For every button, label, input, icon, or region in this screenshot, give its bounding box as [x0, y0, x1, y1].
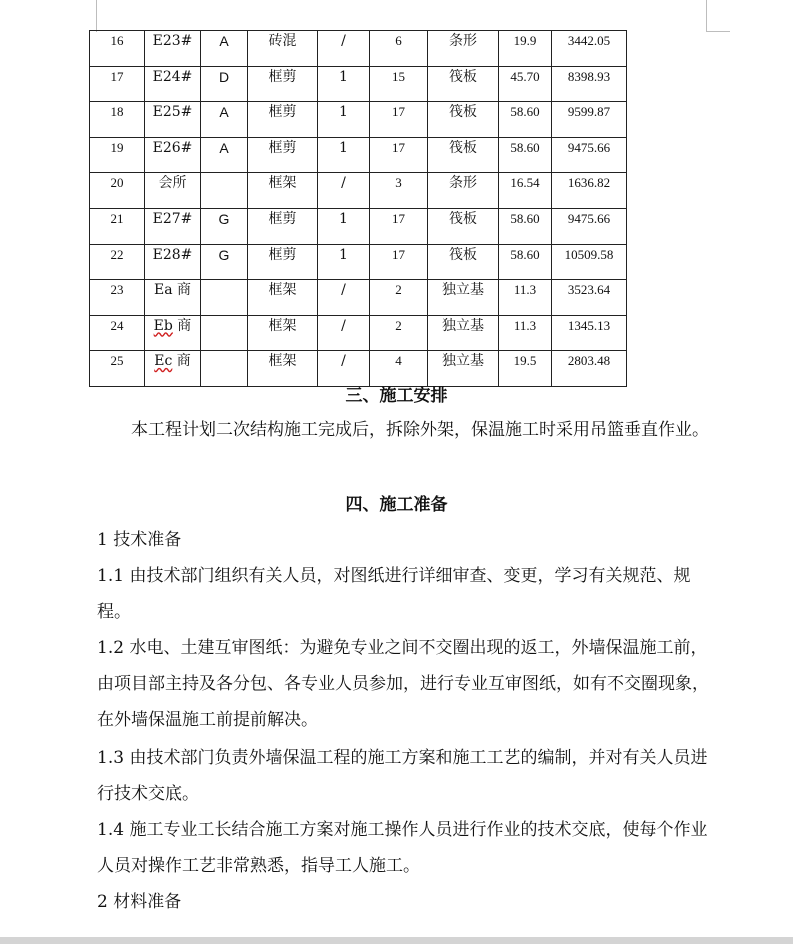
foundation-type-cell: 独立基 — [428, 315, 499, 351]
row-number-cell: 16 — [90, 31, 145, 67]
height-cell: 58.60 — [499, 137, 552, 173]
table-row — [90, 66, 627, 102]
table-row — [90, 137, 627, 173]
area-cell: 2803.48 — [552, 351, 627, 387]
area-cell: 1345.13 — [552, 315, 627, 351]
building-name-cell: Ea 商 — [145, 280, 201, 316]
structure-type-cell: 框架 — [248, 351, 318, 387]
table-row — [90, 102, 627, 138]
class-cell: D — [201, 66, 248, 102]
basement-floors-cell: / — [318, 280, 370, 316]
height-cell: 58.60 — [499, 208, 552, 244]
floors-cell: 4 — [370, 351, 428, 387]
row-number-cell: 23 — [90, 280, 145, 316]
table-row — [90, 173, 627, 209]
area-cell: 1636.82 — [552, 173, 627, 209]
foundation-type-cell: 筏板 — [428, 137, 499, 173]
page-gap — [0, 937, 793, 944]
paragraph-1-1: 1.1 由技术部门组织有关人员，对图纸进行详细审查、变更，学习有关规范、规程。 — [97, 566, 691, 622]
class-cell — [201, 315, 248, 351]
basement-floors-cell: / — [318, 173, 370, 209]
foundation-type-cell: 独立基 — [428, 280, 499, 316]
page-margin-mark-left — [96, 0, 97, 32]
building-name-cell: Ec 商 — [145, 351, 201, 387]
row-number-cell: 17 — [90, 66, 145, 102]
row-number-cell: 22 — [90, 244, 145, 280]
class-cell: A — [201, 137, 248, 173]
height-cell: 16.54 — [499, 173, 552, 209]
class-cell: G — [201, 244, 248, 280]
subheading-technical-prep: 1 技术准备 — [97, 530, 182, 550]
foundation-type-cell: 独立基 — [428, 351, 499, 387]
area-cell: 8398.93 — [552, 66, 627, 102]
table-row — [90, 280, 627, 316]
area-cell: 9475.66 — [552, 137, 627, 173]
area-cell: 3523.64 — [552, 280, 627, 316]
table-row — [90, 315, 627, 351]
basement-floors-cell: 1 — [318, 208, 370, 244]
table-row — [90, 31, 627, 67]
page-margin-mark-right-h — [706, 31, 730, 32]
basement-floors-cell: / — [318, 31, 370, 67]
area-cell: 9475.66 — [552, 208, 627, 244]
table-row — [90, 244, 627, 280]
paragraph-1-2: 1.2 水电、土建互审图纸：为避免专业之间不交圈出现的返工，外墙保温施工前，由项目部主持及各分包、各专业人员参加，进行专业互审图纸，如有不交圈现象，在外墙保温施工前提前解决。 — [97, 638, 709, 730]
paragraph-1-4: 1.4 施工专业工长结合施工方案对施工操作人员进行作业的技术交底，使每个作业人员对操作工艺非常熟悉，指导工人施工。 — [97, 820, 708, 876]
floors-cell: 17 — [370, 208, 428, 244]
row-number-cell: 25 — [90, 351, 145, 387]
floors-cell: 15 — [370, 66, 428, 102]
subheading-material-prep: 2 材料准备 — [97, 892, 182, 912]
height-cell: 11.3 — [499, 315, 552, 351]
class-cell — [201, 280, 248, 316]
basement-floors-cell: / — [318, 351, 370, 387]
floors-cell: 6 — [370, 31, 428, 67]
building-name-cell: E27# — [145, 208, 201, 244]
foundation-type-cell: 条形 — [428, 173, 499, 209]
structure-type-cell: 框剪 — [248, 66, 318, 102]
basement-floors-cell: 1 — [318, 244, 370, 280]
row-number-cell: 18 — [90, 102, 145, 138]
height-cell: 45.70 — [499, 66, 552, 102]
building-name-cell: E25# — [145, 102, 201, 138]
building-name-cell: E24# — [145, 66, 201, 102]
row-number-cell: 20 — [90, 173, 145, 209]
height-cell: 19.9 — [499, 31, 552, 67]
structure-type-cell: 框架 — [248, 315, 318, 351]
height-cell: 58.60 — [499, 244, 552, 280]
table-row — [90, 208, 627, 244]
structure-type-cell: 砖混 — [248, 31, 318, 67]
building-name-cell: E26# — [145, 137, 201, 173]
class-cell: A — [201, 31, 248, 67]
page-margin-mark-right — [706, 0, 707, 32]
class-cell: A — [201, 102, 248, 138]
foundation-type-cell: 筏板 — [428, 102, 499, 138]
floors-cell: 17 — [370, 102, 428, 138]
building-name-cell: 会所 — [145, 173, 201, 209]
structure-type-cell: 框架 — [248, 280, 318, 316]
foundation-type-cell: 筏板 — [428, 66, 499, 102]
foundation-type-cell: 筏板 — [428, 244, 499, 280]
paragraph-1-3: 1.3 由技术部门负责外墙保温工程的施工方案和施工工艺的编制，并对有关人员进行技术交底。 — [97, 748, 708, 804]
structure-type-cell: 框剪 — [248, 208, 318, 244]
basement-floors-cell: 1 — [318, 137, 370, 173]
structure-type-cell: 框剪 — [248, 102, 318, 138]
basement-floors-cell: 1 — [318, 102, 370, 138]
foundation-type-cell: 筏板 — [428, 208, 499, 244]
building-name-cell: E28# — [145, 244, 201, 280]
row-number-cell: 24 — [90, 315, 145, 351]
area-cell: 9599.87 — [552, 102, 627, 138]
height-cell: 58.60 — [499, 102, 552, 138]
floors-cell: 2 — [370, 315, 428, 351]
foundation-type-cell: 条形 — [428, 31, 499, 67]
area-cell: 10509.58 — [552, 244, 627, 280]
basement-floors-cell: / — [318, 315, 370, 351]
floors-cell: 17 — [370, 137, 428, 173]
row-number-cell: 19 — [90, 137, 145, 173]
floors-cell: 17 — [370, 244, 428, 280]
class-cell: G — [201, 208, 248, 244]
building-name-cell: E23# — [145, 31, 201, 67]
section-4-title: 四、施工准备 — [345, 495, 448, 515]
floors-cell: 3 — [370, 173, 428, 209]
area-cell: 3442.05 — [552, 31, 627, 67]
basement-floors-cell: 1 — [318, 66, 370, 102]
height-cell: 11.3 — [499, 280, 552, 316]
section-3-title: 三、施工安排 — [345, 386, 448, 406]
row-number-cell: 21 — [90, 208, 145, 244]
building-table — [89, 30, 627, 387]
structure-type-cell: 框架 — [248, 173, 318, 209]
structure-type-cell: 框剪 — [248, 137, 318, 173]
building-name-cell: Eb 商 — [145, 315, 201, 351]
class-cell — [201, 173, 248, 209]
floors-cell: 2 — [370, 280, 428, 316]
height-cell: 19.5 — [499, 351, 552, 387]
structure-type-cell: 框剪 — [248, 244, 318, 280]
section-3-body: 本工程计划二次结构施工完成后，拆除外架，保温施工时采用吊篮垂直作业。 — [131, 420, 709, 440]
